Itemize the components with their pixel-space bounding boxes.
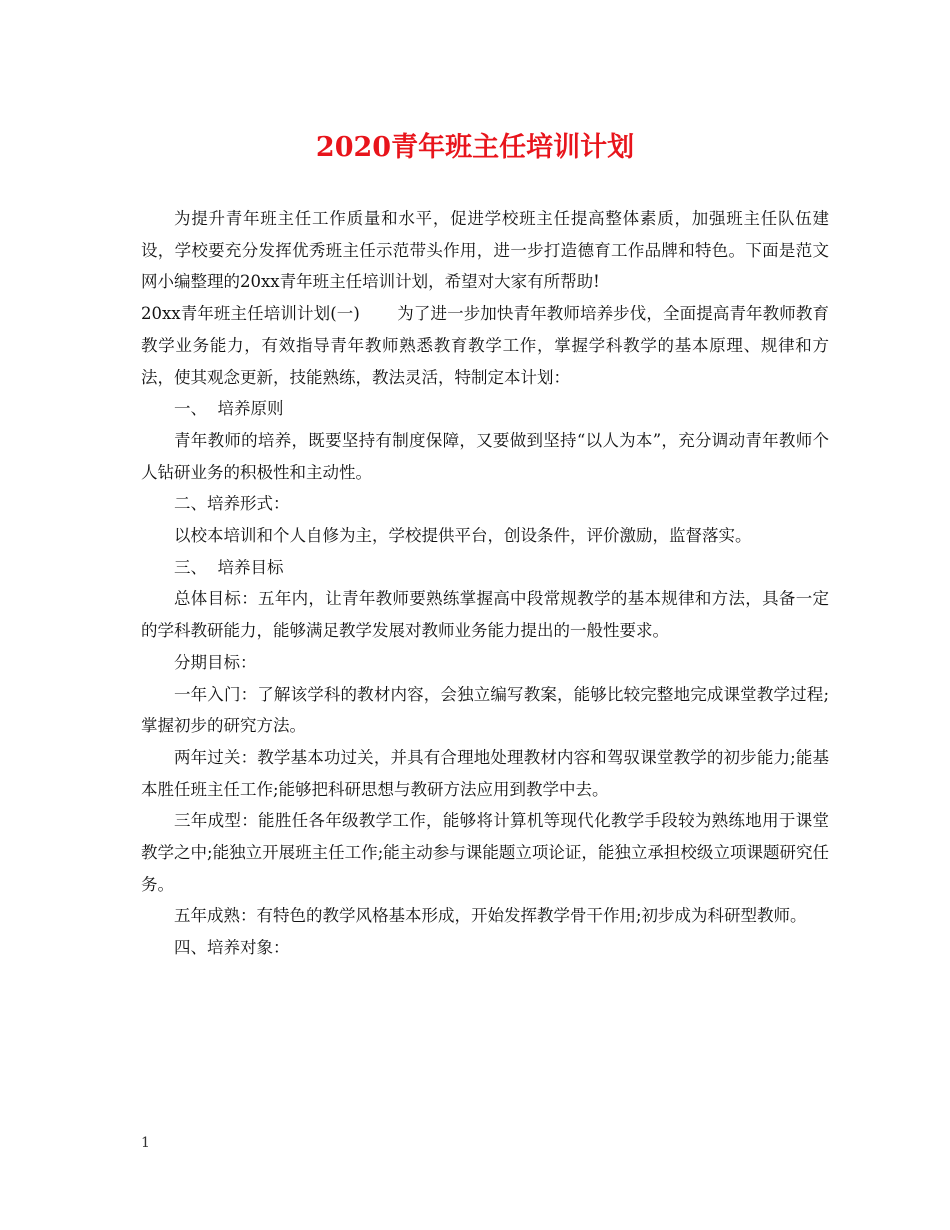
- paragraph-plan-one: 20xx青年班主任培训计划(一) 为了进一步加快青年教师培养步伐，全面提高青年教师教育教学业务能力，有效指导青年教师熟悉教育教学工作，掌握学科教学的基本原理、规律和方法，使其观念更新，技能熟练，教法灵活，特制定本计划：: [141, 304, 829, 387]
- heading-principle: 一、 培养原则: [174, 399, 284, 419]
- paragraph-intro: 为提升青年班主任工作质量和水平，促进学校班主任提高整体素质，加强班主任队伍建设，学校要充分发挥优秀班主任示范带头作用，进一步打造德育工作品牌和特色。下面是范文网小编整理的20xx青年班主任培训计划，希望对大家有所帮助!: [141, 209, 829, 292]
- heading-goals: 三、 培养目标: [174, 557, 284, 577]
- document-body: [141, 203, 829, 964]
- page-number: 1: [141, 1135, 150, 1151]
- paragraph-year-five: 五年成熟：有特色的教学风格基本形成，开始发挥教学骨干作用;初步成为科研型教师。: [174, 906, 807, 926]
- heading-form: 二、培养形式：: [174, 494, 290, 514]
- paragraph-year-one: 一年入门：了解该学科的教材内容，会独立编写教案，能够比较完整地完成课堂教学过程;掌握初步的研究方法。: [141, 684, 829, 736]
- paragraph-form: 以校本培训和个人自修为主，学校提供平台，创设条件，评价激励，监督落实。: [174, 526, 752, 546]
- document-title: 2020青年班主任培训计划: [315, 132, 635, 163]
- paragraph-year-two: 两年过关：教学基本功过关，并具有合理地处理教材内容和驾驭课堂教学的初步能力;能基本胜任班主任工作;能够把科研思想与教研方法应用到教学中去。: [141, 747, 829, 799]
- paragraph-principle: 青年教师的培养，既要坚持有制度保障，又要做到坚持“以人为本”，充分调动青年教师个人钻研业务的积极性和主动性。: [141, 430, 829, 482]
- heading-stage-goals: 分期目标：: [174, 652, 257, 672]
- paragraph-year-three: 三年成型：能胜任各年级教学工作，能够将计算机等现代化教学手段较为熟练地用于课堂教学之中;能独立开展班主任工作;能主动参与课能题立项论证，能独立承担校级立项课题研究任务。: [141, 811, 829, 894]
- paragraph-overall-goal: 总体目标：五年内，让青年教师要熟练掌握高中段常规教学的基本规律和方法，具备一定的学科教研能力，能够满足教学发展对教师业务能力提出的一般性要求。: [141, 589, 829, 641]
- heading-targets: 四、培养对象：: [174, 938, 290, 958]
